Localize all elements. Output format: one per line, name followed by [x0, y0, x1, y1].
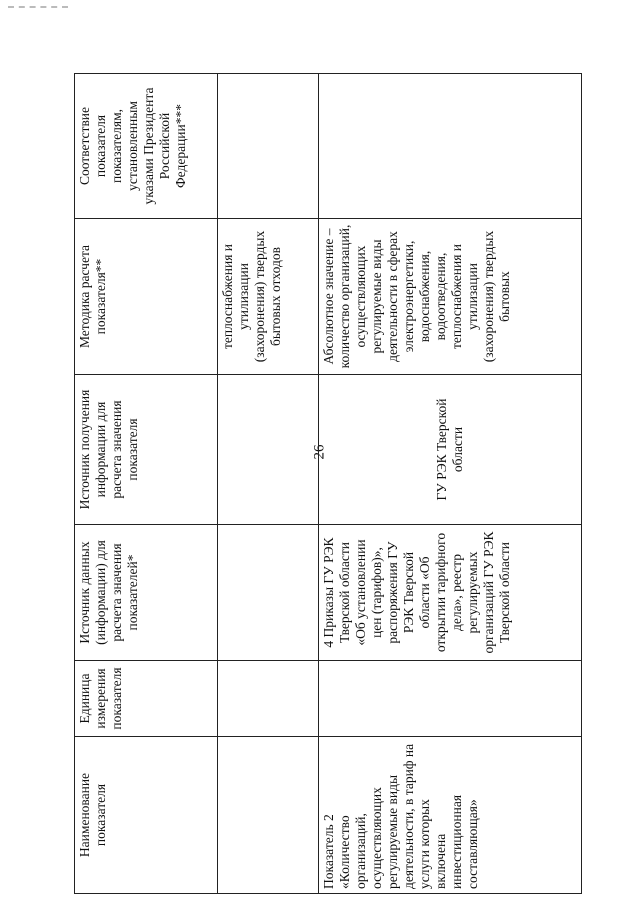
- cell-indicator-name: Показатель 2 «Количество организаций, осуществляющих регулируемые виды деятельности, в тариф на услуги которых включена инвестиционная составляющая»: [319, 737, 582, 894]
- table-header-row: [75, 74, 218, 894]
- header-compliance: Соответствие показателя показателям, установленным указами Президента Российской Федерации***: [75, 74, 218, 219]
- header-unit: Единица измерения показателя: [75, 661, 218, 737]
- cell-data-source: 4 Приказы ГУ РЭК Тверской области «Об установлении цен (тарифов)», распоряжения ГУ РЭК Тверской области «Об открытии тарифного дела», реестр регулируемых организаций ГУ РЭК Тверской области: [319, 525, 582, 661]
- table-row-indicator-2: [319, 74, 582, 894]
- table-row-continuation: [218, 74, 319, 894]
- scan-edge-mark: [8, 0, 68, 8]
- cell-unit: [319, 661, 582, 737]
- cell-method: теплоснабжения и утилизации (захоронения) твердых бытовых отходов: [218, 219, 319, 375]
- cell-info-source: ГУ РЭК Тверской области: [319, 375, 582, 525]
- page-number: 26: [311, 444, 328, 460]
- rotated-table-container: [74, 74, 586, 894]
- header-data-source: Источник данных (информации) для расчета значения показателей*: [75, 525, 218, 661]
- indicators-table: [74, 73, 582, 894]
- header-info-source: Источник получения информации для расчета значения показателя: [75, 375, 218, 525]
- cell-method: Абсолютное значение – количество организаций, осуществляющих регулируемые виды деятельности в сферах электроэнергетики, водоснабжения, водоотведения, теплоснабжения и утилизации (захоронения) твердых бытовых: [319, 219, 582, 375]
- header-method: Методика расчета показателя**: [75, 219, 218, 375]
- cell-compliance: [319, 74, 582, 219]
- header-name: Наименование показателя: [75, 737, 218, 894]
